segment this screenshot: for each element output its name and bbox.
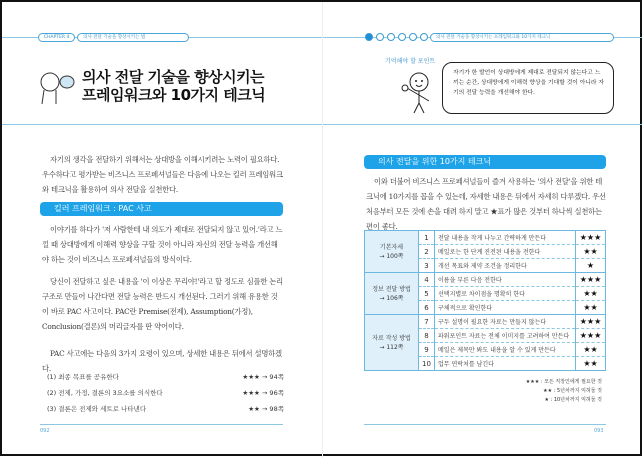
speech-bubble: 자기가 한 발언이 상대방에게 제대로 전달되지 않는다고 느끼는 순간, 상대방에게 이해력 향상을 기대할 것이 아니라 자기의 전달 능력을 개선해야 한다. [442, 62, 614, 114]
row-stars: ★★ [576, 301, 606, 315]
row-stars: ★★★ [576, 329, 606, 343]
row-stars: ★★★ [576, 273, 606, 287]
row-technique: 이름을 부른 다음 전한다 [435, 273, 576, 287]
row-number: 8 [419, 329, 435, 343]
row-technique: 메일로는 한 단계 진전된 내용을 전한다 [435, 245, 576, 259]
row-technique: 구체적으로 확인한다 [435, 301, 576, 315]
left-page-number: 092 [40, 428, 50, 434]
progress-dot [376, 33, 384, 41]
pointing-character-icon [395, 68, 441, 114]
legend-item: ★★ : 5년차까지 익혀둘 것 [543, 388, 602, 394]
row-number: 5 [419, 287, 435, 301]
row-stars: ★★★ [576, 231, 606, 245]
row-technique: 업무 연락처를 남긴다 [435, 357, 576, 371]
progress-dot [387, 33, 395, 41]
techniques-table [364, 230, 606, 371]
row-number: 10 [419, 357, 435, 371]
right-footer-rule [364, 424, 606, 425]
row-technique: 메일은 제목만 봐도 내용을 알 수 있게 만든다 [435, 343, 576, 357]
row-number: 3 [419, 259, 435, 273]
right-intro: 이와 더불어 비즈니스 프로페셔널들이 즐겨 사용하는 '의사 전달'을 위한 테크닉에 10가지를 꼽을 수 있는데, 자세한 내용은 뒤에서 자세히 다루겠다. 우선 처음부터 모든 것에 손을 대려 하지 말고 ★표가 많은 것부터 하나씩 실천하는 편이 좋다. [366, 177, 606, 231]
right-page-number: 093 [594, 428, 604, 434]
right-section-bar: 의사 전달을 위한 10가지 테크닉 [364, 155, 606, 169]
group-cell [365, 231, 419, 273]
group-name: 자료 작성 방법 [372, 334, 411, 342]
group-ref: → 100쪽 [379, 252, 404, 260]
row-stars: ★★★ [576, 315, 606, 329]
row-technique: 선택지별로 차이점을 명확히 한다 [435, 287, 576, 301]
group-name: 정보 전달 방법 [372, 285, 411, 293]
point-label: 기억해야 할 포인트 [385, 58, 436, 65]
group-ref: → 112쪽 [379, 343, 404, 351]
item-ref: ★★★ → 94쪽 [242, 373, 284, 381]
row-number: 6 [419, 301, 435, 315]
pac-list [47, 372, 284, 420]
legend-item: ★★★ : 모든 직장인에게 필요한 것 [525, 379, 602, 385]
right-section-label: 의사 전달 기술을 향상시키는 프레임워크와 10가지 테크닉 [430, 33, 614, 42]
left-paragraph-3: PAC 사고에는 다음의 3가지 요령이 있으며, 상세한 내용은 뒤에서 설명하겠다. [42, 349, 282, 373]
row-stars: ★★ [576, 343, 606, 357]
page-gutter [322, 2, 323, 458]
left-footer-rule [40, 424, 283, 425]
left-section-bar: 킬러 프레임워크 : PAC 사고 [40, 202, 283, 216]
row-number: 9 [419, 343, 435, 357]
row-number: 4 [419, 273, 435, 287]
item-label: (3) 결론은 전제와 세트로 나타낸다 [47, 405, 147, 413]
row-stars: ★ [576, 259, 606, 273]
group-ref: → 106쪽 [379, 294, 404, 302]
progress-dot [398, 33, 406, 41]
list-item [47, 404, 284, 420]
row-technique: 파워포인트 자료는 전체 이미지를 고려하여 만든다 [435, 329, 576, 343]
legend-item: ★ : 10년차까지 익혀둘 것 [544, 397, 602, 403]
list-item [47, 388, 284, 404]
list-item [47, 372, 284, 388]
progress-dot-active [365, 33, 373, 41]
title-line-2: 프레임워크와 10가지 테크닉 [82, 86, 266, 104]
item-ref: ★★★ → 96쪽 [242, 389, 284, 397]
group-cell [365, 273, 419, 315]
row-stars: ★★ [576, 245, 606, 259]
table-row [365, 231, 606, 245]
progress-dot [409, 33, 417, 41]
left-section-label: 의사 전달 기술을 향상시키는 법 [77, 33, 189, 42]
left-paragraph-2: 당신이 전달하고 싶은 내용을 '이 이상은 무리야!'라고 할 정도로 심플한 논리 구조로 만들어 나간다면 전달 능력은 반드시 개선된다. 그러기 위해 유용한 것이 바로 PAC 사고이다. PAC란 Premise(전제), Assumption(가정), Conclusion(결론)의 머리글자를 딴 약어이다. [42, 277, 284, 331]
row-technique: 전달 내용을 작게 나누고 간략하게 만든다 [435, 231, 576, 245]
title-line-1: 의사 전달 기술을 향상시키는 [82, 68, 265, 86]
speaking-character-icon [36, 68, 80, 104]
row-number: 2 [419, 245, 435, 259]
progress-dot [420, 33, 428, 41]
table-row [365, 273, 606, 287]
item-ref: ★★ → 98쪽 [248, 405, 284, 413]
row-technique: 구두 설명이 필요한 자료는 만들지 않는다 [435, 315, 576, 329]
row-technique: 개선 목표와 제약 조건을 정리한다 [435, 259, 576, 273]
row-stars: ★★ [576, 287, 606, 301]
row-number: 7 [419, 315, 435, 329]
group-cell [365, 315, 419, 371]
table-row [365, 315, 606, 329]
row-number: 1 [419, 231, 435, 245]
page-title [82, 68, 265, 104]
left-intro: 자기의 생각을 전달하기 위해서는 상대방을 이해시키려는 노력이 필요하다. 우수하다고 평가받는 비즈니스 프로페셔널들은 다음에 나오는 킬러 프레임워크와 테크닉을 활용하여 의사 전달을 실천한다. [42, 155, 283, 194]
left-paragraph-1: 이야기를 하다가 '저 사람한테 내 의도가 제대로 전달되지 않고 있어.'라고 느낄 때 상대방에게 이해력 향상을 구할 것이 아니라 자신의 전달 능력을 개선해야 하는 것이 비즈니스 프로페셔널들의 방식이다. [42, 225, 283, 264]
row-stars: ★★ [576, 357, 606, 371]
group-name: 기본자세 [379, 243, 404, 251]
item-label: (1) 최종 목표를 공유한다 [47, 373, 119, 381]
item-label: (2) 전제, 가정, 결론의 3요소를 의식한다 [47, 389, 163, 397]
chapter-label: CHAPTER 4 [38, 33, 75, 42]
star-legend [526, 378, 602, 405]
